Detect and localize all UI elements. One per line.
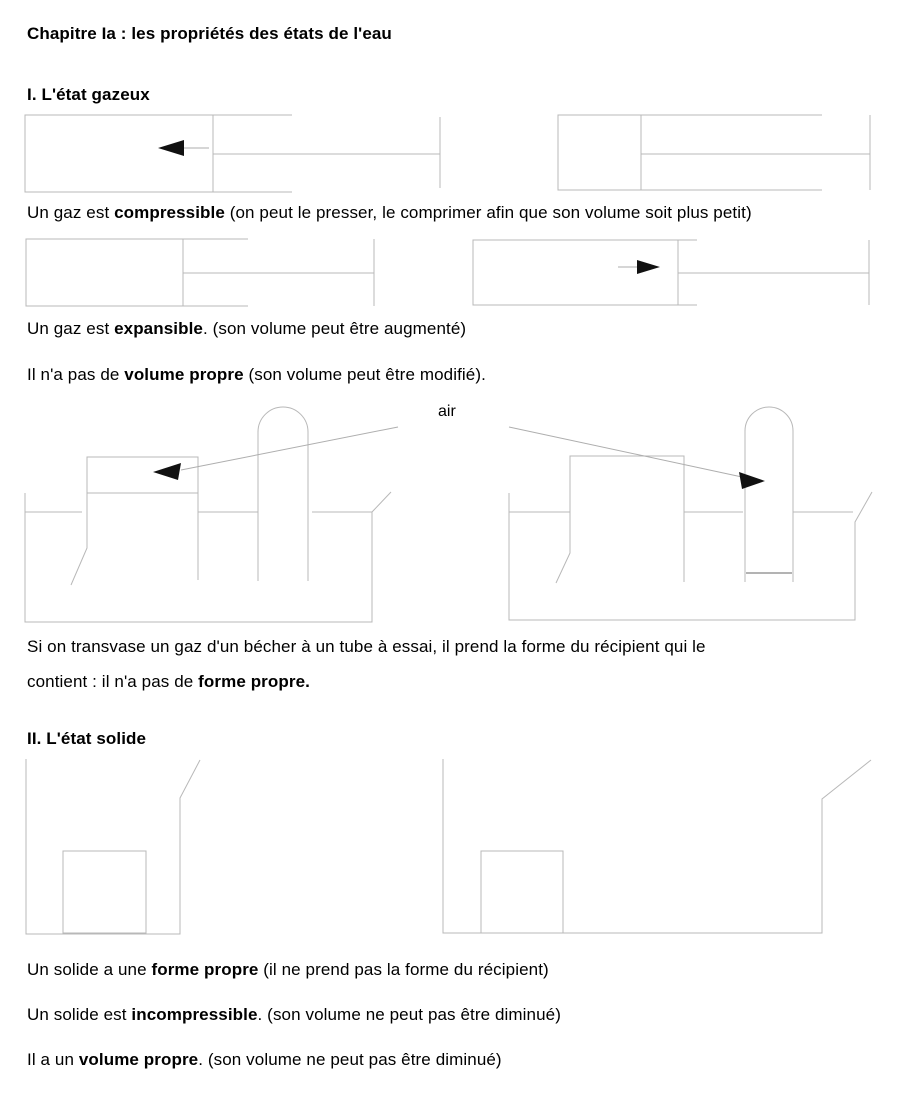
text-run: Il a un: [27, 1050, 79, 1069]
section-heading-solid: II. L'état solide: [27, 729, 147, 748]
beaker-with-cube-diagram: [26, 759, 200, 934]
air-label: air: [438, 403, 456, 420]
paragraph-volume-propre-gas: [27, 364, 486, 385]
bold-term: expansible: [114, 319, 203, 338]
paragraph-forme-propre-solid: [27, 959, 549, 980]
syringe-expanding-diagram: [473, 240, 869, 305]
air-left-arrow-icon: [153, 427, 398, 480]
text-run: (on peut le presser, le comprimer afin que son volume soit plus petit): [224, 203, 752, 222]
bold-term: forme propre: [151, 960, 259, 979]
bold-term: volume propre: [78, 1050, 199, 1069]
section-heading-gas: I. L'état gazeux: [27, 85, 150, 104]
text-run: Un solide est: [27, 1005, 132, 1024]
syringe-compressed-diagram: [558, 115, 870, 190]
bold-term: compressible: [114, 203, 225, 222]
text-run: (il ne prend pas la forme du récipient): [258, 960, 549, 979]
bold-term: incompressible: [131, 1005, 258, 1024]
inverted-beaker-outline: [71, 457, 198, 585]
tank-tube-air-diagram: [509, 407, 872, 620]
inverted-beaker-outline: [556, 456, 684, 583]
text-run: Un solide a une: [27, 960, 152, 979]
bold-term: forme propre.: [198, 672, 310, 691]
syringe-small-volume-diagram: [26, 239, 374, 306]
compress-arrow-icon: [158, 140, 209, 156]
syringe-expanded-diagram: [25, 115, 440, 192]
solid-cube: [63, 851, 146, 933]
test-tube-outline: [745, 407, 793, 582]
text-run: . (son volume ne peut pas être diminué): [257, 1005, 561, 1024]
text-run: (son volume peut être modifié).: [243, 365, 486, 384]
page-title: Chapitre Ia : les propriétés des états de l'eau: [27, 24, 392, 43]
paragraph-transvase: [27, 629, 706, 699]
text-run: Si on transvase un gaz d'un bécher à un tube à essai, il prend la forme du récipient qui le: [27, 637, 706, 656]
paragraph-expansible: [27, 318, 466, 339]
text-run: Un gaz est: [27, 319, 115, 338]
paragraph-compressible: [27, 202, 752, 223]
tank-beaker-air-diagram: [25, 407, 398, 622]
text-run: . (son volume peut être augmenté): [202, 319, 467, 338]
expand-arrow-icon: [618, 260, 660, 274]
paragraph-volume-propre-solid: [27, 1049, 502, 1070]
text-run: . (son volume ne peut pas être diminué): [198, 1050, 502, 1069]
solid-cube: [481, 851, 563, 933]
paragraph-incompressible: [27, 1004, 561, 1025]
bold-term: volume propre: [124, 365, 244, 384]
air-right-arrow-icon: [509, 427, 765, 489]
text-run: contient : il n'a pas de: [27, 672, 199, 691]
text-run: Un gaz est: [27, 203, 115, 222]
text-run: Il n'a pas de: [27, 365, 125, 384]
test-tube-outline: [258, 407, 308, 581]
basin-with-cube-diagram: [443, 759, 871, 933]
